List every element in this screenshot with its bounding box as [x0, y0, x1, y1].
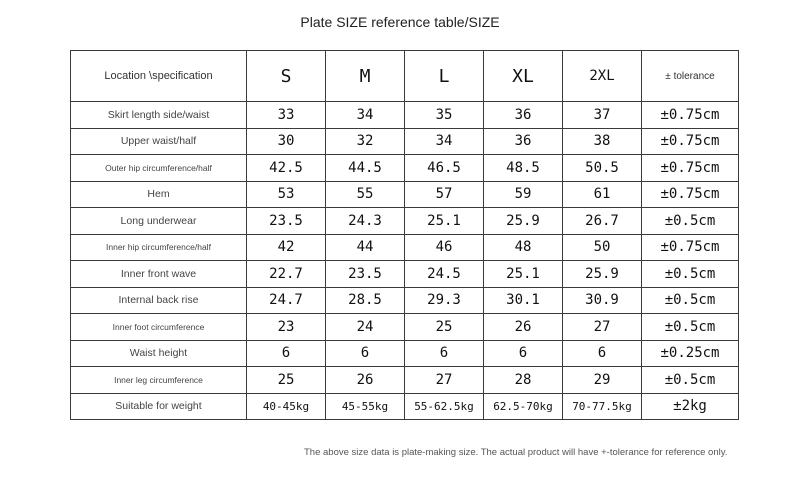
table-row [71, 234, 739, 261]
size-table [70, 50, 739, 420]
row-label: Suitable for weight [71, 393, 247, 420]
table-row [71, 261, 739, 288]
size-value-cell: 23.5 [247, 208, 326, 235]
size-value-cell: 59 [484, 181, 563, 208]
table-row [71, 340, 739, 367]
size-value-cell: 25.1 [405, 208, 484, 235]
size-value-cell: 29.3 [405, 287, 484, 314]
size-header-s: S [247, 51, 326, 102]
size-value-cell: 62.5-70kg [484, 393, 563, 420]
size-value-cell: 24.7 [247, 287, 326, 314]
size-value-cell: 24 [326, 314, 405, 341]
size-value-cell: 30.9 [563, 287, 642, 314]
size-value-cell: 38 [563, 128, 642, 155]
size-header-xl: XL [484, 51, 563, 102]
page-title: Plate SIZE reference table/SIZE [300, 14, 500, 30]
tolerance-header: ± tolerance [642, 51, 739, 102]
tolerance-cell: ±0.5cm [642, 314, 739, 341]
tolerance-cell: ±0.25cm [642, 340, 739, 367]
tolerance-cell: ±0.5cm [642, 287, 739, 314]
size-value-cell: 45-55kg [326, 393, 405, 420]
size-value-cell: 30.1 [484, 287, 563, 314]
size-value-cell: 6 [563, 340, 642, 367]
size-value-cell: 37 [563, 102, 642, 129]
size-value-cell: 28.5 [326, 287, 405, 314]
size-value-cell: 55-62.5kg [405, 393, 484, 420]
size-header-l: L [405, 51, 484, 102]
size-value-cell: 27 [563, 314, 642, 341]
row-label: Waist height [71, 340, 247, 367]
size-value-cell: 34 [326, 102, 405, 129]
size-value-cell: 29 [563, 367, 642, 394]
size-value-cell: 25.1 [484, 261, 563, 288]
size-value-cell: 25 [247, 367, 326, 394]
size-value-cell: 46.5 [405, 155, 484, 182]
size-value-cell: 61 [563, 181, 642, 208]
size-value-cell: 26 [326, 367, 405, 394]
size-value-cell: 55 [326, 181, 405, 208]
table-row [71, 367, 739, 394]
size-value-cell: 27 [405, 367, 484, 394]
tolerance-cell: ±0.75cm [642, 234, 739, 261]
tolerance-cell: ±0.75cm [642, 181, 739, 208]
size-value-cell: 25.9 [563, 261, 642, 288]
size-value-cell: 6 [247, 340, 326, 367]
table-header-row [71, 51, 739, 102]
size-header-2xl: 2XL [563, 51, 642, 102]
size-value-cell: 22.7 [247, 261, 326, 288]
size-value-cell: 36 [484, 128, 563, 155]
size-value-cell: 24.3 [326, 208, 405, 235]
size-value-cell: 23.5 [326, 261, 405, 288]
size-value-cell: 6 [484, 340, 563, 367]
size-value-cell: 50 [563, 234, 642, 261]
size-value-cell: 24.5 [405, 261, 484, 288]
size-value-cell: 44.5 [326, 155, 405, 182]
row-label: Inner leg circumference [71, 367, 247, 394]
size-value-cell: 26 [484, 314, 563, 341]
tolerance-cell: ±0.75cm [642, 128, 739, 155]
size-value-cell: 40-45kg [247, 393, 326, 420]
size-value-cell: 26.7 [563, 208, 642, 235]
row-label: Outer hip circumference/half [71, 155, 247, 182]
table-row [71, 208, 739, 235]
tolerance-cell: ±0.5cm [642, 208, 739, 235]
size-value-cell: 42.5 [247, 155, 326, 182]
size-value-cell: 53 [247, 181, 326, 208]
row-label: Internal back rise [71, 287, 247, 314]
size-value-cell: 34 [405, 128, 484, 155]
size-value-cell: 36 [484, 102, 563, 129]
location-spec-header: Location \specification [71, 51, 247, 102]
row-label: Skirt length side/waist [71, 102, 247, 129]
row-label: Inner hip circumference/half [71, 234, 247, 261]
tolerance-cell: ±0.75cm [642, 155, 739, 182]
row-label: Inner front wave [71, 261, 247, 288]
tolerance-cell: ±0.5cm [642, 261, 739, 288]
size-value-cell: 23 [247, 314, 326, 341]
row-label: Long underwear [71, 208, 247, 235]
size-value-cell: 35 [405, 102, 484, 129]
tolerance-cell: ±0.5cm [642, 367, 739, 394]
size-value-cell: 6 [405, 340, 484, 367]
size-value-cell: 46 [405, 234, 484, 261]
row-label: Inner foot circumference [71, 314, 247, 341]
size-header-m: M [326, 51, 405, 102]
size-value-cell: 44 [326, 234, 405, 261]
size-value-cell: 70-77.5kg [563, 393, 642, 420]
tolerance-cell: ±0.75cm [642, 102, 739, 129]
size-value-cell: 25 [405, 314, 484, 341]
size-value-cell: 28 [484, 367, 563, 394]
size-value-cell: 42 [247, 234, 326, 261]
size-value-cell: 33 [247, 102, 326, 129]
table-row [71, 155, 739, 182]
table-row [71, 314, 739, 341]
size-value-cell: 57 [405, 181, 484, 208]
table-row [71, 181, 739, 208]
footnote: The above size data is plate-making size. The actual product will have +-tolerance for reference only. [304, 447, 728, 458]
size-value-cell: 6 [326, 340, 405, 367]
size-value-cell: 48.5 [484, 155, 563, 182]
size-value-cell: 32 [326, 128, 405, 155]
size-value-cell: 48 [484, 234, 563, 261]
size-value-cell: 50.5 [563, 155, 642, 182]
row-label: Hem [71, 181, 247, 208]
table-row [71, 393, 739, 420]
table-row [71, 128, 739, 155]
table-row [71, 287, 739, 314]
table-row [71, 102, 739, 129]
row-label: Upper waist/half [71, 128, 247, 155]
size-value-cell: 30 [247, 128, 326, 155]
tolerance-cell: ±2kg [642, 393, 739, 420]
size-value-cell: 25.9 [484, 208, 563, 235]
